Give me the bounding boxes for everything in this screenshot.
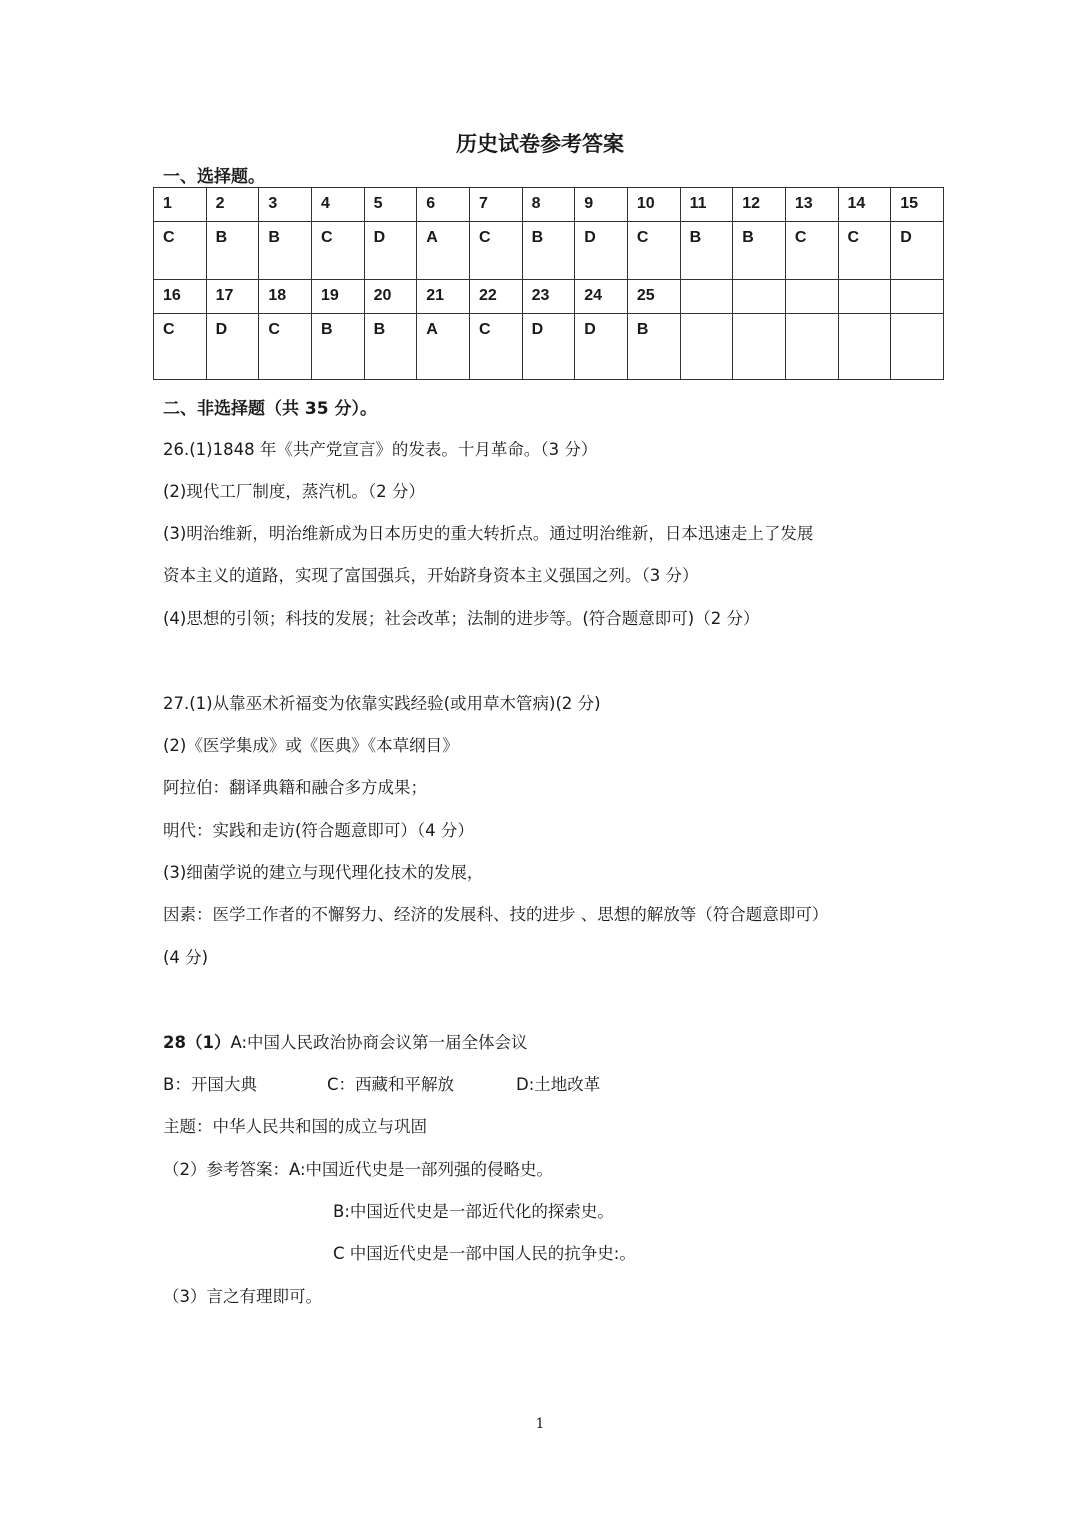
table-cell: 19 bbox=[311, 280, 364, 314]
q28-item-d: D:土地改革 bbox=[516, 1075, 601, 1094]
q27-line-6: 因素：医学工作者的不懈努力、经济的发展科、技的进步 、思想的解放等（符合题意即可） bbox=[163, 905, 829, 924]
table-cell: 16 bbox=[154, 280, 207, 314]
q26-line-2: (2)现代工厂制度，蒸汽机。（2 分） bbox=[163, 482, 425, 501]
table-cell: 10 bbox=[627, 188, 680, 222]
table-cell: 23 bbox=[522, 280, 575, 314]
table-cell: B bbox=[733, 222, 786, 280]
q27-line-7: (4 分) bbox=[163, 948, 209, 967]
q28-line-7: （3）言之有理即可。 bbox=[163, 1287, 322, 1306]
table-cell: 20 bbox=[364, 280, 417, 314]
table-cell bbox=[680, 314, 733, 380]
q26-line-4: 资本主义的道路，实现了富国强兵，开始跻身资本主义强国之列。（3 分） bbox=[163, 566, 699, 585]
q27-line-5: (3)细菌学说的建立与现代理化技术的发展， bbox=[163, 863, 484, 882]
table-cell bbox=[733, 314, 786, 380]
q27-line-2: (2)《医学集成》或《医典》《本草纲目》 bbox=[163, 736, 459, 755]
q28-line-6: C 中国近代史是一部中国人民的抗争史:。 bbox=[333, 1244, 636, 1263]
table-cell: A bbox=[417, 222, 470, 280]
table-cell: 13 bbox=[785, 188, 838, 222]
q28-number: 28（1） bbox=[163, 1033, 231, 1052]
q28-item-c: C：西藏和平解放 bbox=[327, 1075, 455, 1094]
table-cell: 25 bbox=[627, 280, 680, 314]
q28-line-1 bbox=[163, 1029, 528, 1053]
table-cell: C bbox=[311, 222, 364, 280]
q27-line-1: 27.(1)从靠巫术祈福变为依靠实践经验(或用草木管病)(2 分) bbox=[163, 694, 601, 713]
answer-table bbox=[153, 187, 944, 380]
table-cell: 21 bbox=[417, 280, 470, 314]
table-cell: D bbox=[364, 222, 417, 280]
table-cell: 17 bbox=[206, 280, 259, 314]
q27-line-3: 阿拉伯：翻译典籍和融合多方成果； bbox=[163, 778, 427, 797]
table-cell: 8 bbox=[522, 188, 575, 222]
table-cell: C bbox=[154, 314, 207, 380]
table-cell: C bbox=[154, 222, 207, 280]
table-cell bbox=[785, 314, 838, 380]
table-cell: B bbox=[522, 222, 575, 280]
table-row bbox=[154, 280, 944, 314]
q28-line-5: B:中国近代史是一部近代化的探索史。 bbox=[333, 1202, 614, 1221]
table-cell: 6 bbox=[417, 188, 470, 222]
section-heading-choice: 一、选择题。 bbox=[163, 167, 265, 187]
table-cell: C bbox=[469, 314, 522, 380]
table-cell bbox=[680, 280, 733, 314]
table-cell: D bbox=[891, 222, 944, 280]
table-cell: 14 bbox=[838, 188, 891, 222]
table-cell bbox=[891, 280, 944, 314]
table-cell: 2 bbox=[206, 188, 259, 222]
q28-item-b: B：开国大典 bbox=[163, 1075, 257, 1094]
table-cell: 12 bbox=[733, 188, 786, 222]
table-cell: 11 bbox=[680, 188, 733, 222]
table-cell: C bbox=[838, 222, 891, 280]
table-cell: 3 bbox=[259, 188, 312, 222]
table-row bbox=[154, 222, 944, 280]
table-cell: B bbox=[311, 314, 364, 380]
page-number: 1 bbox=[535, 1416, 545, 1432]
table-cell: D bbox=[206, 314, 259, 380]
table-cell: 4 bbox=[311, 188, 364, 222]
table-row bbox=[154, 188, 944, 222]
table-cell: B bbox=[627, 314, 680, 380]
q28-theme: 主题：中华人民共和国的成立与巩固 bbox=[163, 1117, 427, 1136]
table-cell: D bbox=[575, 314, 628, 380]
table-cell bbox=[838, 314, 891, 380]
table-cell: D bbox=[522, 314, 575, 380]
section-heading-nonchoice: 二、非选择题（共 35 分）。 bbox=[163, 399, 377, 419]
q27-line-4: 明代：实践和走访(符合题意即可）（4 分） bbox=[163, 821, 474, 840]
q26-line-5: (4)思想的引领；科技的发展；社会改革；法制的进步等。(符合题意即可)（2 分） bbox=[163, 609, 760, 628]
table-cell: 18 bbox=[259, 280, 312, 314]
table-cell: D bbox=[575, 222, 628, 280]
table-row bbox=[154, 314, 944, 380]
table-cell: 15 bbox=[891, 188, 944, 222]
table-cell: C bbox=[469, 222, 522, 280]
table-cell bbox=[733, 280, 786, 314]
table-cell: A bbox=[417, 314, 470, 380]
table-cell: 22 bbox=[469, 280, 522, 314]
q28-item-a: A:中国人民政治协商会议第一届全体会议 bbox=[230, 1033, 528, 1052]
table-cell: B bbox=[206, 222, 259, 280]
q26-line-1: 26.(1)1848 年《共产党宣言》的发表。十月革命。（3 分） bbox=[163, 440, 598, 459]
table-cell bbox=[891, 314, 944, 380]
table-cell: 9 bbox=[575, 188, 628, 222]
table-cell: B bbox=[680, 222, 733, 280]
table-cell: 24 bbox=[575, 280, 628, 314]
table-cell bbox=[838, 280, 891, 314]
table-cell bbox=[785, 280, 838, 314]
table-cell: 7 bbox=[469, 188, 522, 222]
table-cell: 5 bbox=[364, 188, 417, 222]
table-cell: C bbox=[627, 222, 680, 280]
q26-line-3: (3)明治维新，明治维新成为日本历史的重大转折点。通过明治维新，日本迅速走上了发展 bbox=[163, 524, 814, 543]
table-cell: 1 bbox=[154, 188, 207, 222]
page-title: 历史试卷参考答案 bbox=[456, 132, 624, 156]
table-cell: B bbox=[364, 314, 417, 380]
table-cell: C bbox=[259, 314, 312, 380]
table-cell: B bbox=[259, 222, 312, 280]
q28-line-4: （2）参考答案：A:中国近代史是一部列强的侵略史。 bbox=[163, 1160, 554, 1179]
table-cell: C bbox=[785, 222, 838, 280]
